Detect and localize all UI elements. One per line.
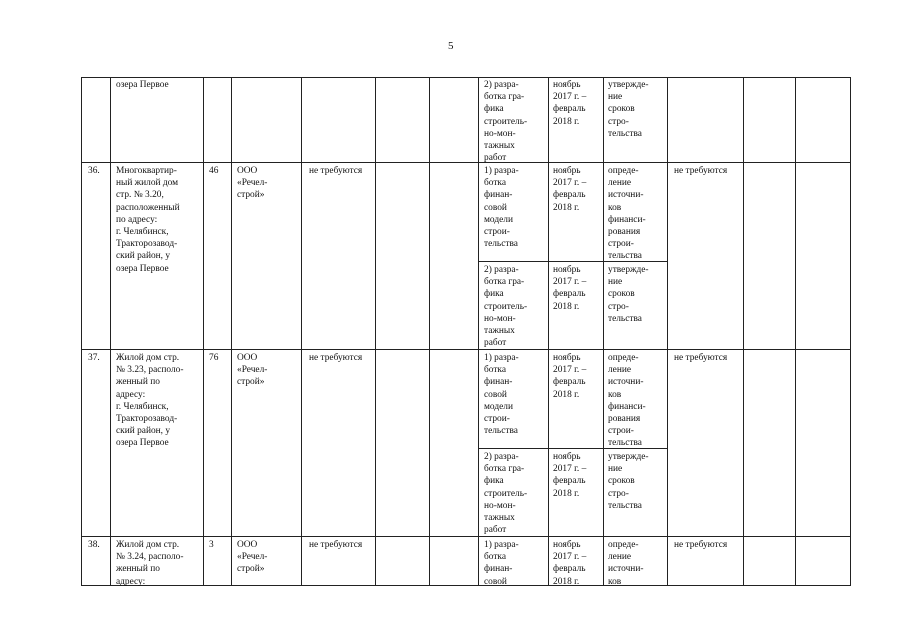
cont-date: ноябрь 2017 г. – февраль 2018 г. xyxy=(553,80,587,127)
required-measures-2: не требуются xyxy=(674,540,728,550)
column-divider xyxy=(667,77,668,585)
stage-date: ноябрь 2017 г. – февраль 2018 г. xyxy=(553,353,587,400)
stage-work: 1) разра- ботка финан- совой xyxy=(484,540,519,587)
column-divider xyxy=(375,77,376,585)
stage-result: утвержде- ние сроков стро- тельства xyxy=(608,265,649,324)
column-divider xyxy=(795,77,796,585)
stage-date: ноябрь 2017 г. – февраль 2018 г. xyxy=(553,166,587,213)
row-divider xyxy=(81,349,851,350)
table-border-left xyxy=(81,77,82,585)
stage-result: утвержде- ние сроков стро- тельства xyxy=(608,452,649,511)
required-measures-2: не требуются xyxy=(674,166,728,176)
column-divider xyxy=(478,77,479,585)
column-divider xyxy=(743,77,744,585)
row-number: 36. xyxy=(88,166,100,176)
apartment-count: 46 xyxy=(209,166,219,176)
page-number: 5 xyxy=(448,40,454,52)
column-divider xyxy=(203,77,204,585)
stage-result: опреде- ление источни- ков финанси- рования строи- тельства xyxy=(608,166,646,262)
stage-result: опреде- ление источни- ков xyxy=(608,540,644,587)
column-divider xyxy=(301,77,302,585)
developer: ООО «Речел- строй» xyxy=(237,166,268,201)
object-address: Многоквартир- ный жилой дом стр. № 3.20, расположенный по адресу: г. Челябинск, Тракторозавод- ский район, у озера Первое xyxy=(116,166,180,274)
row-divider xyxy=(81,162,851,163)
stage-date: ноябрь 2017 г. – февраль 2018 г. xyxy=(553,452,587,499)
stage-work: 1) разра- ботка финан- совой модели строи- тельства xyxy=(484,353,519,437)
stage-date: ноябрь 2017 г. – февраль 2018 г. xyxy=(553,540,587,587)
object-address: Жилой дом стр. № 3.23, располо- женный по адресу: г. Челябинск, Тракторозавод- ский район, у озера Первое xyxy=(116,353,184,449)
column-divider xyxy=(548,77,549,585)
row-divider xyxy=(81,536,851,537)
required-measures-2: не требуются xyxy=(674,353,728,363)
table-border-top xyxy=(81,77,851,78)
column-divider xyxy=(429,77,430,585)
cont-work: 2) разра- ботка гра- фика строитель- но-мон- тажных работ xyxy=(484,80,528,164)
required-measures: не требуются xyxy=(309,353,363,363)
stage-work: 2) разра- ботка гра- фика строитель- но-мон- тажных работ xyxy=(484,265,528,349)
cont-address: озера Первое xyxy=(116,80,169,90)
column-divider xyxy=(603,77,604,585)
apartment-count: 76 xyxy=(209,353,219,363)
developer: ООО «Речел- строй» xyxy=(237,540,268,575)
table-border-right xyxy=(850,77,851,585)
required-measures: не требуются xyxy=(309,540,363,550)
row-number: 38. xyxy=(88,540,100,550)
table-border-bottom xyxy=(81,585,851,586)
required-measures: не требуются xyxy=(309,166,363,176)
stage-work: 2) разра- ботка гра- фика строитель- но-мон- тажных работ xyxy=(484,452,528,536)
stage-date: ноябрь 2017 г. – февраль 2018 г. xyxy=(553,265,587,312)
column-divider xyxy=(231,77,232,585)
cont-result: утвержде- ние сроков стро- тельства xyxy=(608,80,649,139)
stage-result: опреде- ление источни- ков финанси- рования строи- тельства xyxy=(608,353,646,449)
developer: ООО «Речел- строй» xyxy=(237,353,268,388)
apartment-count: 3 xyxy=(209,540,214,550)
stage-work: 1) разра- ботка финан- совой модели строи- тельства xyxy=(484,166,519,250)
column-divider xyxy=(110,77,111,585)
object-address: Жилой дом стр. № 3.24, располо- женный по адресу: xyxy=(116,540,184,587)
row-number: 37. xyxy=(88,353,100,363)
